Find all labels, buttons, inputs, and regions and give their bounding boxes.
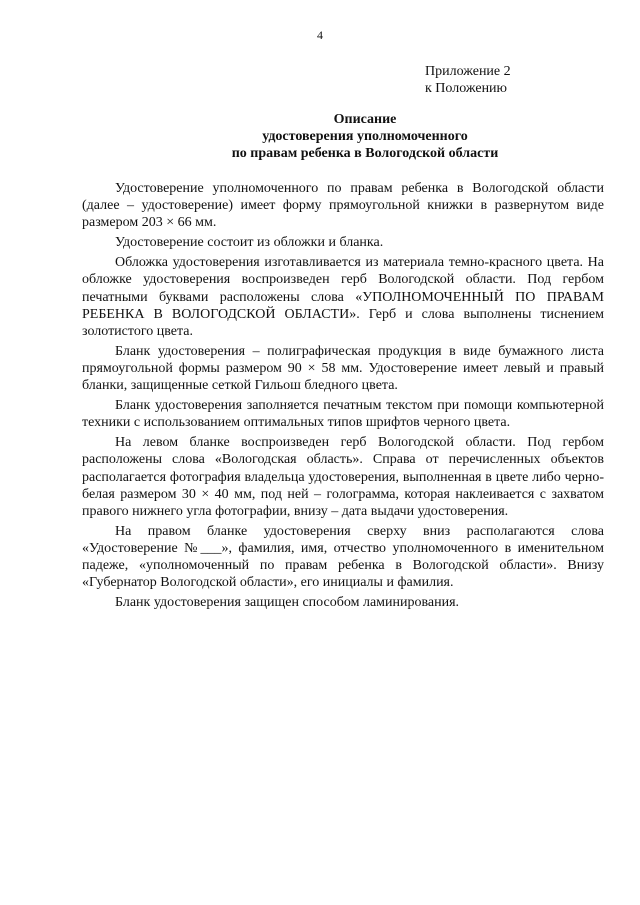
appendix-line-2: к Положению [425, 81, 508, 96]
paragraph-composition: Удостоверение состоит из обложки и бланка. [115, 235, 384, 251]
document-title [115, 111, 615, 162]
paragraph-lamination: Бланк удостоверения защищен способом ламинирования. [115, 595, 460, 611]
paragraph-right-blank: На правом бланке удостоверения сверху вниз располагаются слова «Удостоверение №___», фамилия, имя, отчество уполномоченного в именительном падеже, «уполномоченный по правам ребенка в Вологодской области». Внизу «Губернатор Вологодской области», его инициалы и фамилия. [82, 523, 604, 591]
paragraph-left-blank: На левом бланке воспроизведен герб Вологодской области. Под гербом расположены слова «Вологодская область». Справа от перечисленных объектов располагается фотография владельца удостоверения, выполненная в цвете либо черно-белая размером 30 × 40 мм, под ней – голограмма, которая наклеивается с захватом правого нижнего угла фотографии, внизу – дата выдачи удостоверения. [82, 435, 604, 519]
document-body [82, 180, 604, 614]
title-line-1: Описание [333, 112, 397, 127]
title-line-3: по правам ребенка в Вологодской области [231, 146, 499, 161]
appendix-line-1: Приложение 2 [425, 64, 511, 79]
paragraph-cover: Обложка удостоверения изготавливается из материала темно-красного цвета. На обложке удостоверения воспроизведен герб Вологодской области. Под гербом печатными буквами расположены слова «УПОЛНОМОЧЕННЫЙ ПО ПРАВАМ РЕБЕНКА В ВОЛОГОДСКОЙ ОБЛАСТИ». Герб и слова выполнены тиснением золотистого цвета. [82, 255, 604, 339]
title-line-2: удостоверения уполномоченного [262, 129, 468, 144]
paragraph-format: Удостоверение уполномоченного по правам ребенка в Вологодской области (далее – удостоверение) имеет форму прямоугольной книжки в развернутом виде размером 203 × 66 мм. [82, 181, 604, 231]
paragraph-blank: Бланк удостоверения – полиграфическая продукция в виде бумажного листа прямоугольной формы размером 90 × 58 мм. Удостоверение имеет левый и правый бланки, защищенные сеткой Гильош бледного цвета. [82, 343, 604, 394]
page-number: 4 [317, 28, 323, 42]
paragraph-filling: Бланк удостоверения заполняется печатным текстом при помощи компьютерной техники с использованием оптимальных типов шрифтов черного цвета. [82, 398, 604, 431]
appendix-reference [425, 63, 511, 97]
